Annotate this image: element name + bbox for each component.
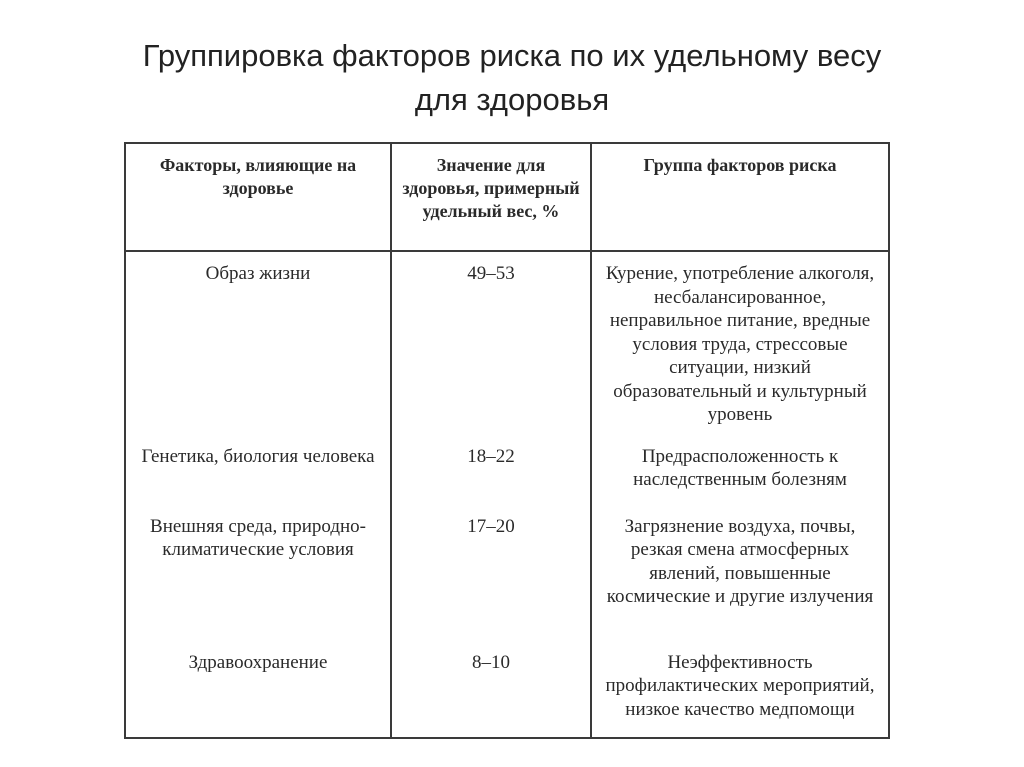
weight-cell: 49–53 xyxy=(391,251,591,435)
weight-cell: 18–22 xyxy=(391,435,591,505)
risk-group-cell: Неэффективность профилактических мероприятий, низкое качество медпомощи xyxy=(591,641,889,738)
table-row xyxy=(125,505,889,641)
column-header-weight: Значение для здоровья, примерный удельный вес, % xyxy=(391,143,591,251)
risk-group-cell: Предрасположенность к наследственным болезням xyxy=(591,435,889,505)
page-title-line-2: для здоровья xyxy=(414,82,610,117)
table-row xyxy=(125,435,889,505)
factor-cell: Генетика, биология человека xyxy=(125,435,391,505)
weight-cell: 8–10 xyxy=(391,641,591,738)
risk-group-cell: Курение, употребление алкоголя, несбалансированное, неправильное питание, вредные условия труда, стрессовые ситуации, низкий образовательный и культурный уровень xyxy=(591,251,889,435)
risk-factors-table xyxy=(124,142,890,739)
factor-cell: Внешняя среда, природно-климатические условия xyxy=(125,505,391,641)
column-header-risk-group: Группа факторов риска xyxy=(591,143,889,251)
page-title-line-1: Группировка факторов риска по их удельному весу xyxy=(142,38,882,73)
page-title xyxy=(40,34,984,122)
risk-group-cell: Загрязнение воздуха, почвы, резкая смена атмосферных явлений, повышенные космические и другие излучения xyxy=(591,505,889,641)
factor-cell: Образ жизни xyxy=(125,251,391,435)
factor-cell: Здравоохранение xyxy=(125,641,391,738)
weight-cell: 17–20 xyxy=(391,505,591,641)
risk-factors-table-container xyxy=(124,142,888,726)
table-row xyxy=(125,251,889,435)
table-row xyxy=(125,641,889,738)
column-header-factors: Факторы, влияющие на здоровье xyxy=(125,143,391,251)
table-header-row xyxy=(125,143,889,251)
